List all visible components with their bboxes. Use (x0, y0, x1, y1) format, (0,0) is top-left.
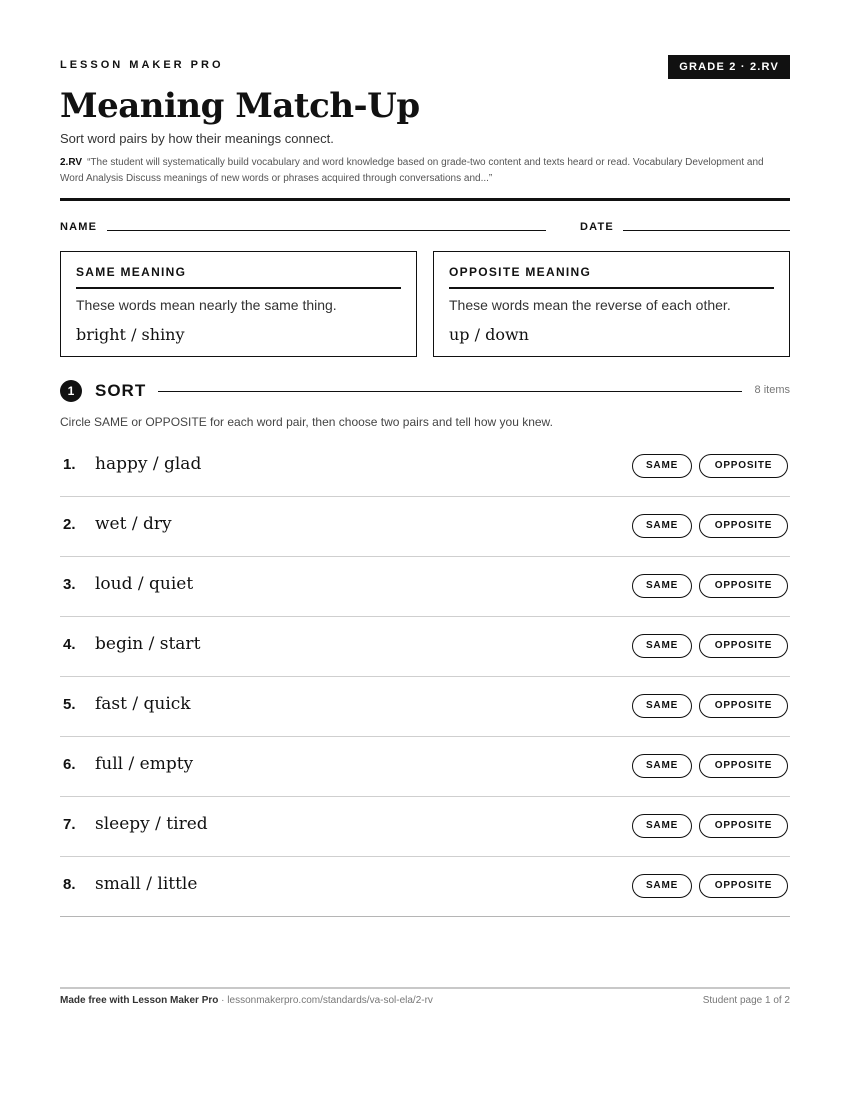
same-meaning-title: SAME MEANING (76, 265, 187, 279)
date-label: DATE (580, 221, 614, 233)
item-number: 8. (63, 876, 76, 893)
footer-divider (60, 987, 790, 989)
date-write-line[interactable] (623, 230, 790, 231)
item-number: 4. (63, 636, 76, 653)
opposite-choice[interactable]: OPPOSITE (699, 634, 788, 658)
item-number: 5. (63, 696, 76, 713)
word-pair: small / little (95, 874, 198, 894)
item-number: 3. (63, 576, 76, 593)
item-number: 2. (63, 516, 76, 533)
standard-text: “The student will systematically build vocabulary and word knowledge based on grade-two content and texts heard or read. Vocabulary Development and Word Analysis Discuss meanings of new words or phrases acquired through conversations and...” (60, 157, 764, 184)
word-pair: happy / glad (95, 454, 202, 474)
item-number: 6. (63, 756, 76, 773)
name-date-row (60, 219, 790, 235)
page-title: Meaning Match-Up (60, 86, 420, 126)
word-pair-row (60, 797, 790, 857)
word-pair: begin / start (95, 634, 201, 654)
opposite-choice[interactable]: OPPOSITE (699, 814, 788, 838)
worksheet-page (60, 0, 790, 1100)
opposite-choice[interactable]: OPPOSITE (699, 514, 788, 538)
same-choice[interactable]: SAME (632, 694, 692, 718)
same-meaning-example: bright / shiny (76, 325, 185, 344)
word-pair-row (60, 857, 790, 917)
opposite-choice[interactable]: OPPOSITE (699, 754, 788, 778)
page-indicator: Student page 1 of 2 (702, 995, 790, 1006)
same-choice[interactable]: SAME (632, 514, 692, 538)
section-number-badge: 1 (60, 380, 82, 402)
footer-url[interactable]: lessonmakerpro.com/standards/va-sol-ela/2-rv (227, 995, 433, 1006)
standard-description (60, 155, 790, 187)
opposite-choice[interactable]: OPPOSITE (699, 874, 788, 898)
word-pair-row (60, 557, 790, 617)
opposite-meaning-rule (449, 287, 774, 289)
same-choice[interactable]: SAME (632, 454, 692, 478)
opposite-choice[interactable]: OPPOSITE (699, 574, 788, 598)
word-pair-row (60, 677, 790, 737)
item-number: 7. (63, 816, 76, 833)
section-rule (158, 391, 742, 392)
same-meaning-box (60, 251, 417, 357)
same-choice[interactable]: SAME (632, 754, 692, 778)
word-pair: loud / quiet (95, 574, 194, 594)
word-pair: sleepy / tired (95, 814, 208, 834)
same-choice[interactable]: SAME (632, 634, 692, 658)
word-pair: full / empty (95, 754, 194, 774)
footer-brand: Made free with Lesson Maker Pro (60, 995, 219, 1006)
item-number: 1. (63, 456, 76, 473)
section-instructions: Circle SAME or OPPOSITE for each word pair, then choose two pairs and tell how you knew. (60, 415, 553, 429)
page-subtitle: Sort word pairs by how their meanings connect. (60, 131, 334, 146)
word-pair: wet / dry (95, 514, 172, 534)
grade-badge: GRADE 2 · 2.RV (668, 55, 790, 79)
word-pair-row (60, 437, 790, 497)
opposite-meaning-example: up / down (449, 325, 529, 344)
header-divider (60, 198, 790, 201)
item-count: 8 items (754, 384, 790, 396)
footer-separator: · (218, 995, 228, 1006)
word-pair-list (60, 437, 790, 917)
word-pair-row (60, 497, 790, 557)
opposite-meaning-description: These words mean the reverse of each other. (449, 297, 731, 313)
same-choice[interactable]: SAME (632, 874, 692, 898)
same-meaning-rule (76, 287, 401, 289)
standard-code: 2.RV (60, 157, 83, 168)
section-header (60, 380, 790, 402)
same-choice[interactable]: SAME (632, 574, 692, 598)
same-choice[interactable]: SAME (632, 814, 692, 838)
footer-credit (60, 995, 433, 1006)
opposite-choice[interactable]: OPPOSITE (699, 454, 788, 478)
word-pair-row (60, 737, 790, 797)
same-meaning-description: These words mean nearly the same thing. (76, 297, 337, 313)
opposite-meaning-title: OPPOSITE MEANING (449, 265, 592, 279)
section-title: SORT (95, 381, 147, 400)
opposite-choice[interactable]: OPPOSITE (699, 694, 788, 718)
opposite-meaning-box (433, 251, 790, 357)
name-write-line[interactable] (107, 230, 546, 231)
brand-row (60, 55, 790, 79)
word-pair: fast / quick (95, 694, 191, 714)
brand-name: LESSON MAKER PRO (60, 59, 224, 71)
name-label: NAME (60, 221, 98, 233)
word-pair-row (60, 617, 790, 677)
